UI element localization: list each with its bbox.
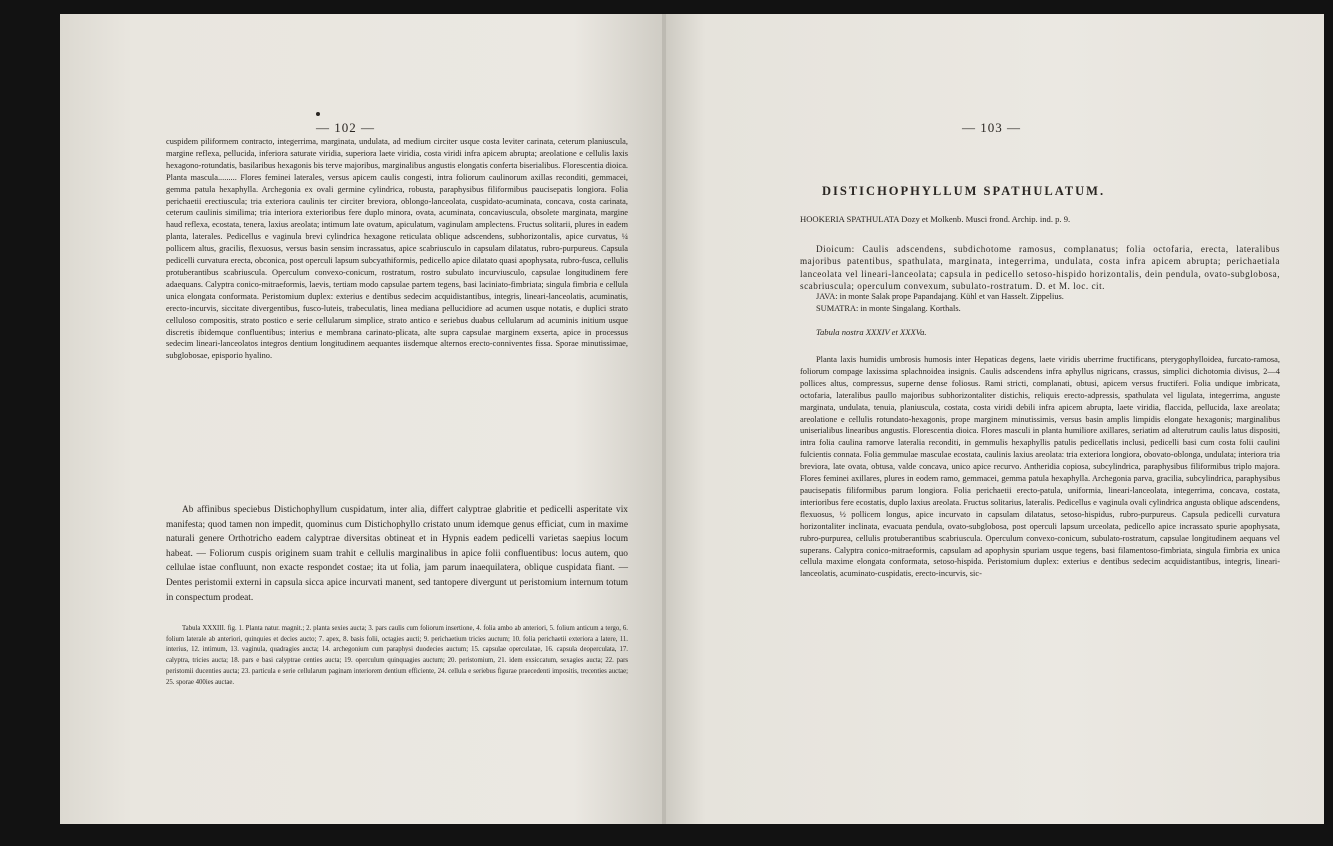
synonym-line: HOOKERIA SPATHULATA Dozy et Molkenb. Musci frond. Archip. ind. p. 9. (800, 214, 1071, 224)
left-body-text: cuspidem piliformem contracto, integerrima, marginata, undulata, ad medium circiter usque costa leviter carinata, ceterum planiuscula, margine reflexa, pellucida, inferiora saturate viridia, superiora laete viridia, costa viridi infra apicem abrupta; areolatione e cellulis laxis hexagono-rotundatis, basilaribus hexagonis bis terve majoribus, marginalibus angustis elongatis conferta biserialibus. Florescentia dioica. Planta mascula......... Flores feminei laterales, versus apicem caulis congesti, intra foliorum caulinorum axillas reconditi, gemmacei, gemma patula hexaphylla. Archegonia ex ovali germine cylindrica, robusta, paraphysibus filiformibus paucisepatis longiora. Folia perichaetii erectiuscula; tria exteriora caulinis ter circiter breviora, oblongo-lanceolata, cuspidato-acuminata, concava, costa carinata, ceterum caulinis similima; tria interiora exterioribus fere duplo minora, ovata, acuminata, concaviuscula, obsolete marginata, margine haud reflexa, ecostata, tenera, laxius areolata; intimum late ovatum, apiculatum, vaginulam amplectens. Fructus solitarii, plures in eadem planta, laterales. Pedicellus e vaginula brevi cylindrica hexagone reticulata oblique adscendens, subhorizontalis, apice curvatus, ¼ pollicem altus, gracilis, flexuosus, versus basin sensim incrassatus, apice scabriusculo in capsulam dilatatus, rubro-purpureus. Capsula pedicelli curvatura erecta, obconica, post operculi lapsum subcyathiformis, pedicello apice dilatato quasi apophysata, rubro-fusca, cellulis protuberantibus scabriuscula. Operculum convexo-conicum, rostratum, rostro subulato incurviusculo, capsulae longitudinem fere adaequans. Calyptra conico-mitraeformis, laevis, tertiam modo capsulae partem tegens, basi laciniato-fimbriata; singula fimbria e cellula unica elongata conformata. Peristomium duplex: exterius e dentibus sedecim acquidistantibus, integris, lineari-lanceolatis, acuminatis, erecto-incurvis, siccitate divergentibus, fusco-luteis, trabeculatis, linea mediana pellucidiore ad acumen usque notatis, e duplici strato celluloso compositis, strato postico e serie cellularum simplice, strato antico e seriebus duabus cellularum ad acuminis initium usque discretis ibidemque confluentibus; interius e membrana carinato-plicata, alte supra capsulae marginem exserta, apice in processus sedecim lineari-lanceolatos integros dentium longitudinem aequantes iisdemque alternos erecto-conniventes fissa. Sporae minutissimae, subglobosae, episporio hyalino. (166, 137, 628, 361)
plate-reference: Tabula nostra XXXIV et XXXVa. (816, 327, 927, 337)
right-page (666, 14, 1324, 824)
localities (800, 291, 1280, 315)
page-number-left: — 102 — (316, 120, 375, 135)
plate-caption: Tabula XXXIII. fig. 1. Planta natur. magnit.; 2. planta sexies aucta; 3. pars caulis cum foliorum insertione, 4. folia ambo ab anteriori, 5. folium anticum a tergo, 6. folium laterale ab anteriori, quinquies et decies aucto; 7. apex, 8. basis folii, octagies aucti; 9. perichaetium tricies auctum; 10. folia perichaetii exteriora a latere, 11. interius, 12. intimum, 13. vaginula, quadragies aucta; 14. archegonium cum paraphysi duodecies auctum; 15. capsulae operculatae, 16. capsula deoperculata, 17. calyptra, tricies aucta; 18. pars e basi calyptrae centies aucta; 19. operculum quinquagies auctum; 20. peristomium, 21. idem exsiccatum, sexagies aucta; 22. pars peristomii ducenties aucta; 23. particula e serie cellularum paginam interiorem dentium efficiente, 24. cellula e seriebus figurae praecedenti impositis, trecenties auctae; 25. sporae 400ies auctae. (166, 625, 628, 686)
species-description: Planta laxis humidis umbrosis humosis inter Hepaticas degens, laete viridis uberrime fructificans, pterygophylloidea, furcato-ramosa, foliorum compage laxissima splachnoidea insignis. Caulis adscendens infra aphyllus nigricans, crassus, simplici dichotomia divisus, 2—4 pollices altus, compressus, superne dense foliosus. Rami stricti, complanati, obtusi, apicem versus fructiferi. Folia undique imbricata, octofaria, lateralibus paullo majoribus subhorizontaliter distichis, reliquis erecto-adpressis, spathulata vel ligulata, integerrima, anguste marginata, undulata, tenuia, planiuscula, costata, costa viridi debili infra apicem abrupta, laete viridia, flaccida, pellucida, laxe areolata; areolatione e cellulis rotundato-hexagonis, prope marginem minutissimis, versus basin amplis limpidis elongate hexagonis; marginalibus uniserialibus linearibus angustis. Florescentia dioica. Flores masculi in planta humiliore axillares, seriatim ad alterutrum caulis latus dispositi, intra folia caulina ramorve lateralia reconditi, in gemmulis hexaphyllis patulis pedicellatis inclusi, pedicelli basi cum costa folii caulini fulcientis connata. Folia gemmulae masculae ecostata, caulinis laxius areolata: tria exteriora longiora, obovato-oblonga, undulata; interiora tria breviora, late ovata, obtusa, valde concava, unico apice recurvo. Antheridia copiosa, subcylindrica, paraphysibus filiformibus triplo majora. Flores feminei axillares, plures in eodem ramo, gemmacei, gemma patula hexaphylla. Archegonia parva, gracilia, subcylindrica, paraphysibus paucisepatis filiformibus parum longiora. Folia perichaetii erecto-patula, uniformia, lineari-lanceolata, integerrima, concava, costata, interioribus fere ecostatis, duplo laxius areolata. Fructus solitarius, lateralis. Pedicellus e vaginula ovali cylindrica angusta oblique adscendens, flexuosus, ½ pollicem longus, apice incurvato in capsulam dilatatus, setoso-hispidus, rubro-purpureus. Capsula pedicelli curvatura horizontaliter inclinata, evacuata pendula, ovato-subglobosa, post operculi lapsum urceolata, pedicello apice incrassato spurie apophysata, rubro-purpurea, cellulis protuberantibus scabriuscula. Operculum convexo-conicum, subulato-rostratum, capsulae longitudinem aequans vel superans. Calyptra conico-mitraeformis, capsulam ad apophysin spuriam usque tegens, basi filamentoso-fimbriata, singula fimbria ex unica cellula maxime elongata conformata, setoso-hispida. Peristomium duplex: exterius e dentibus sedecim acquidistantibus, integris, lineari-lanceolatis, acuminato-cuspidatis, erecto-incurvis, sic- (800, 355, 1280, 579)
left-page (60, 14, 664, 824)
book-spread (60, 14, 1324, 824)
diagnosis-paragraph: Dioicum: Caulis adscendens, subdichotome ramosus, complanatus; folia octofaria, erecta, lateralibus majoribus patentibus, spathulata, marginata, integerrima, undulata, costa infra apicem abrupta; perichaetiala lanceolata vel lineari-lanceolata; capsula in pedicello setoso-hispido horizontalis, dein pendula, ovato-subglobosa, scabriuscula; operculum convexum, subulato-rostratum. D. et M. loc. cit. (800, 244, 1280, 291)
page-number-right: — 103 — (962, 120, 1021, 135)
page-mark (316, 112, 320, 116)
species-title: DISTICHOPHYLLUM SPATHULATUM. (822, 184, 1106, 198)
locality-sumatra: SUMATRA: in monte Singalang. Korthals. (816, 304, 961, 313)
locality-java: JAVA: in monte Salak prope Papandajang. Kühl et van Hasselt. Zippelius. (816, 292, 1064, 301)
left-comparison-paragraph: Ab affinibus speciebus Distichophyllum cuspidatum, inter alia, differt calyptrae glabritie et pedicelli asperitate vix manifesta; quod tamen non impedit, quominus cum Distichophyllo cristato unum idemque genus efficiat, cum in maxime naturali genere Orthotricho eadem calyptrae diversitas obtineat et in Hypnis eadem pedicelli varietas saepius locum habeat. — Foliorum cuspis originem suam trahit e cellulis marginalibus in apice folii confluentibus: locus autem, quo cellulae istae confluunt, non exacte respondet costae; ita ut folia, jam parum inaequilatera, oblique cuspidata fiant. — Dentes peristomii externi in capsula sicca apice incurvati manent, sed tantopere divergunt ut peristomium internum totum in conspectum prodeat. (166, 505, 628, 603)
